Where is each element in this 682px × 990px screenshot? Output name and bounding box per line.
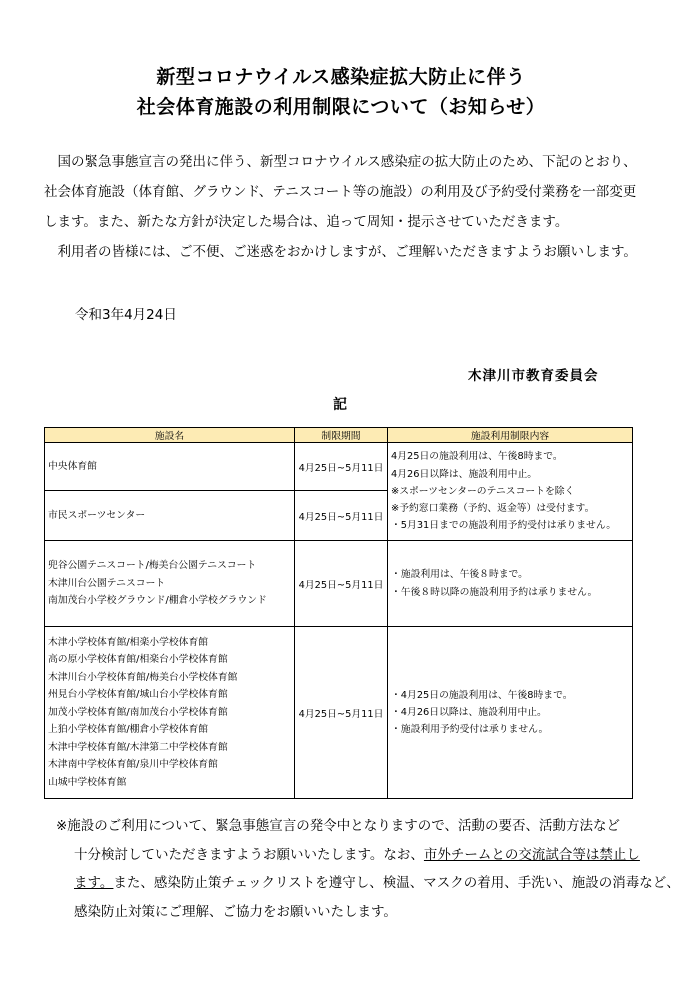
intro-line: します。また、新たな方針が決定した場合は、追って周知・提示させていただきます。 — [44, 214, 569, 230]
header-facility: 施設名 — [45, 428, 295, 443]
facility-name: 高の原小学校体育館/相楽台小学校体育館 — [48, 654, 228, 666]
restriction-line: ※予約窓口業務（予約、返金等）は受付ます。 — [391, 503, 595, 515]
period-cell: 4月25日~5月11日 — [295, 443, 388, 491]
notice-date: 令和3年4月24日 — [75, 307, 177, 323]
period-cell: 4月25日~5月11日 — [295, 491, 388, 541]
facility-name: 上狛小学校体育館/棚倉小学校体育館 — [48, 724, 209, 736]
facility-name: 加茂小学校体育館/南加茂台小学校体育館 — [48, 706, 228, 718]
header-restriction: 施設利用制限内容 — [388, 428, 633, 443]
facility-name: 木津川台小学校体育館/梅美台小学校体育館 — [48, 671, 238, 683]
restriction-line: ・4月25日の施設利用は、午後8時まで。 — [391, 689, 573, 701]
notes-section — [56, 812, 680, 926]
intro-line: 国の緊急事態宣言の発出に伴う、新型コロナウイルス感染症の拡大防止のため、下記のとおり、 — [44, 154, 637, 170]
note-text: 十分検討していただきますようお願いいたします。なお、 — [74, 846, 424, 863]
restriction-cell — [388, 541, 633, 627]
note-line: ※施設のご利用について、緊急事態宣言の発令中となりますので、活動の要否、活動方法など — [56, 818, 621, 834]
table-row — [45, 443, 633, 491]
ki-heading: 記 — [333, 397, 347, 413]
facility-name: 木津中学校体育館/木津第二中学校体育館 — [48, 741, 228, 753]
restriction-line: 4月25日の施設利用は、午後8時まで。 — [391, 451, 563, 463]
restriction-line: ※スポーツセンターのテニスコートを除く — [391, 485, 575, 497]
note-emphasis: 市外チームとの交流試合等は禁止し — [423, 846, 640, 863]
restriction-cell — [388, 627, 633, 799]
note-text: また、感染防止策チェックリストを遵守し、検温、マスクの着用、手洗い、施設の消毒など、 — [113, 875, 680, 891]
note-line: 感染防止対策にご理解、ご協力をお願いいたします。 — [74, 903, 397, 920]
restriction-line: ・施設利用予約受付は承りません。 — [391, 724, 549, 736]
note-line — [56, 841, 656, 870]
restriction-cell — [388, 443, 633, 541]
facility-name: 山城中学校体育館 — [48, 776, 127, 788]
header-period: 制限期間 — [295, 428, 388, 443]
intro-line: 利用者の皆様には、ご不便、ご迷惑をおかけしますが、ご理解いただきますようお願いします。 — [44, 244, 637, 260]
facility-cell — [45, 541, 295, 627]
note-emphasis: ます。 — [74, 875, 114, 891]
facility-name: 兜谷公園テニスコート/梅美台公園テニスコート — [48, 560, 257, 572]
facility-table — [44, 427, 633, 799]
facility-name: 南加茂台小学校グラウンド/棚倉小学校グラウンド — [48, 595, 267, 607]
issuer: 木津川市教育委員会 — [468, 368, 599, 384]
facility-name: 中央体育館 — [48, 460, 97, 472]
restriction-line: 4月26日以降は、施設利用中止。 — [391, 468, 538, 480]
facility-name: 木津川台公園テニスコート — [48, 577, 166, 589]
facility-cell — [45, 443, 295, 491]
facility-name: 市民スポーツセンター — [48, 509, 146, 521]
table-row — [45, 627, 633, 799]
facility-name: 州見台小学校体育館/城山台小学校体育館 — [48, 689, 228, 701]
period-cell: 4月25日~5月11日 — [295, 541, 388, 627]
intro-line: 社会体育施設（体育館、グラウンド、テニスコート等の施設）の利用及び予約受付業務を一部変更 — [44, 184, 637, 200]
restriction-line: ・施設利用は、午後８時まで。 — [391, 569, 528, 581]
title-line-1: 新型コロナウイルス感染症拡大防止に伴う — [156, 66, 526, 88]
facility-name: 木津南中学校体育館/泉川中学校体育館 — [48, 759, 218, 771]
period-cell: 4月25日~5月11日 — [295, 627, 388, 799]
table-row — [45, 541, 633, 627]
table-header-row — [45, 428, 633, 443]
facility-cell — [45, 627, 295, 799]
facility-name: 木津小学校体育館/相楽小学校体育館 — [48, 636, 209, 648]
facility-cell — [45, 491, 295, 541]
restriction-line: ・5月31日までの施設利用予約受付は承りません。 — [391, 520, 617, 532]
restriction-line: ・午後８時以降の施設利用予約は承りません。 — [391, 586, 598, 598]
restriction-line: ・4月26日以降は、施設利用中止。 — [391, 706, 547, 718]
note-line — [56, 869, 680, 898]
title-line-2: 社会体育施設の利用制限について（お知らせ） — [136, 96, 546, 118]
